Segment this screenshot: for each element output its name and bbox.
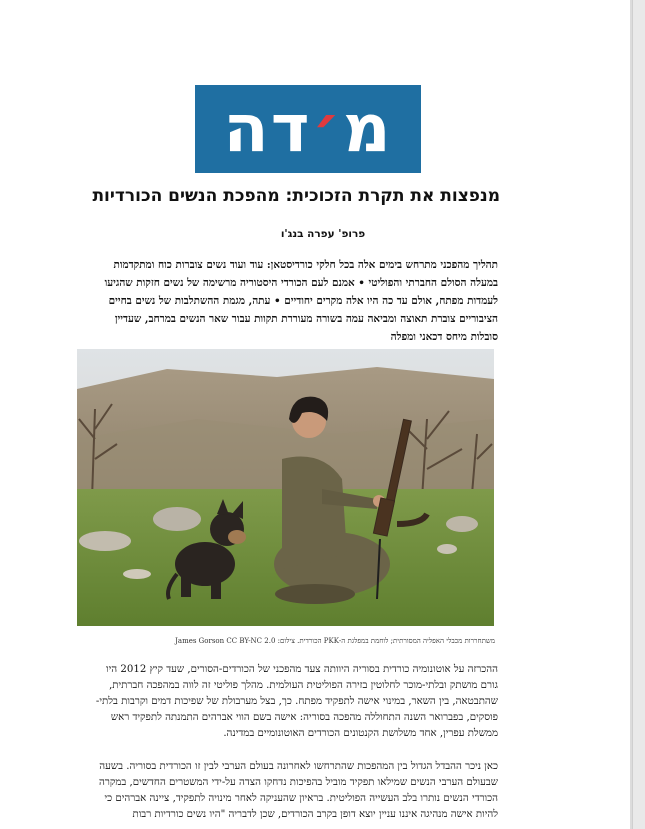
body-line: פוסקים, בפברואר השנה התחוללה מהפכה בסוריה: אישה בשם הווי אברהים התמנתה לתפקיד ראש xyxy=(110,712,498,723)
body-line: ממשלת עפרין, אחד משלושת הקנטונים הכורדים האוטונומיים במדינה. xyxy=(223,728,498,739)
body-line: גורם מושתק ובלתי-מוכר לחלוטין בזירה הפוליטית העולמית. מהלך פוליטי זה לווה במהפכה חברתית, xyxy=(109,680,498,691)
lead-line: לעמדות מפתח, אולם עד כה היו אלה מקרים יחודיים • עתה, מגמת ההשתלבות של נשים בחיים xyxy=(108,295,498,307)
article-author: פרופ' עפרה בנג'ו xyxy=(280,228,366,240)
body-line: כאן ניכר ההבדל הגדול בין המהפכות שהתרחשו לאחרונה בעולם הערבי לבין זו הכורדית בסוריה. בשעה xyxy=(99,761,498,772)
body-line: הכורדי הנשים נותרו בלב העשייה הפוליטית. בראיון שהעניקה לאחר מינויה לתפקיד, ציינה אברהים כי xyxy=(104,793,498,804)
lead-line: במעלה הסולם החברתי והפוליטי • אמנם לעם הכורדי היסטוריה מרשימה של נשים חזקות שהגיעו xyxy=(104,277,498,289)
photo-illustration xyxy=(77,349,494,626)
body-paragraph-1 xyxy=(78,662,498,742)
logo-wordmark: מ׳דה xyxy=(223,90,393,167)
article-photo xyxy=(77,349,494,626)
photo-caption: משתחררות מכבלי האפליה המסורתית; לוחמת במפלגת ה-PKK הכורדית. צילום: James Gorson CC BY-NC 2.0 xyxy=(175,637,495,645)
article-lead xyxy=(78,256,498,346)
lead-line: סובלות מיחס דכאני ומפלה xyxy=(390,331,498,343)
article-title: מנפצות את תקרת הזכוכית: מהפכת הנשים הכורדיות xyxy=(92,186,500,206)
body-line: ההכרזה על אוטונומיה כורדית בסוריה היוותה צעד מהפכני של הכורדים-הסורים, שעד קיץ 2012 היו xyxy=(106,664,498,675)
lead-line: הציבוריים צוברת תאוצה ומביאה עמה בשורה מעוררת תקוות עבור שאר הנשים במרחב, שעדיין xyxy=(114,313,498,325)
mida-logo[interactable] xyxy=(195,85,421,173)
vertical-scrollbar[interactable] xyxy=(632,0,645,829)
body-line: שבעולם הערבי הנשים שמילאו תפקיד מוביל בהפיכות נדחקו הצדה על-ידי המשטרים החדשים, במקרה xyxy=(99,777,498,788)
lead-line: תהליך מהפכני מתרחש בימים אלה בכל חלקי כורדיסטאן: עוד ועוד נשים צוברות כוח ומתקדמות xyxy=(113,259,498,271)
body-line: שהתבטאה, בין השאר, במינוי אישה לתפקיד מפתח. כך, בצל מערבולת של שפיכות דמים וקרבות בלתי- xyxy=(95,696,498,707)
body-paragraph-2 xyxy=(78,759,498,823)
body-line: להיות אישה מנהיגה איננו עניין יוצא דופן בקרב הכורדים, שכן לדבריה "היו נשים כורדיות רבות xyxy=(132,809,498,820)
